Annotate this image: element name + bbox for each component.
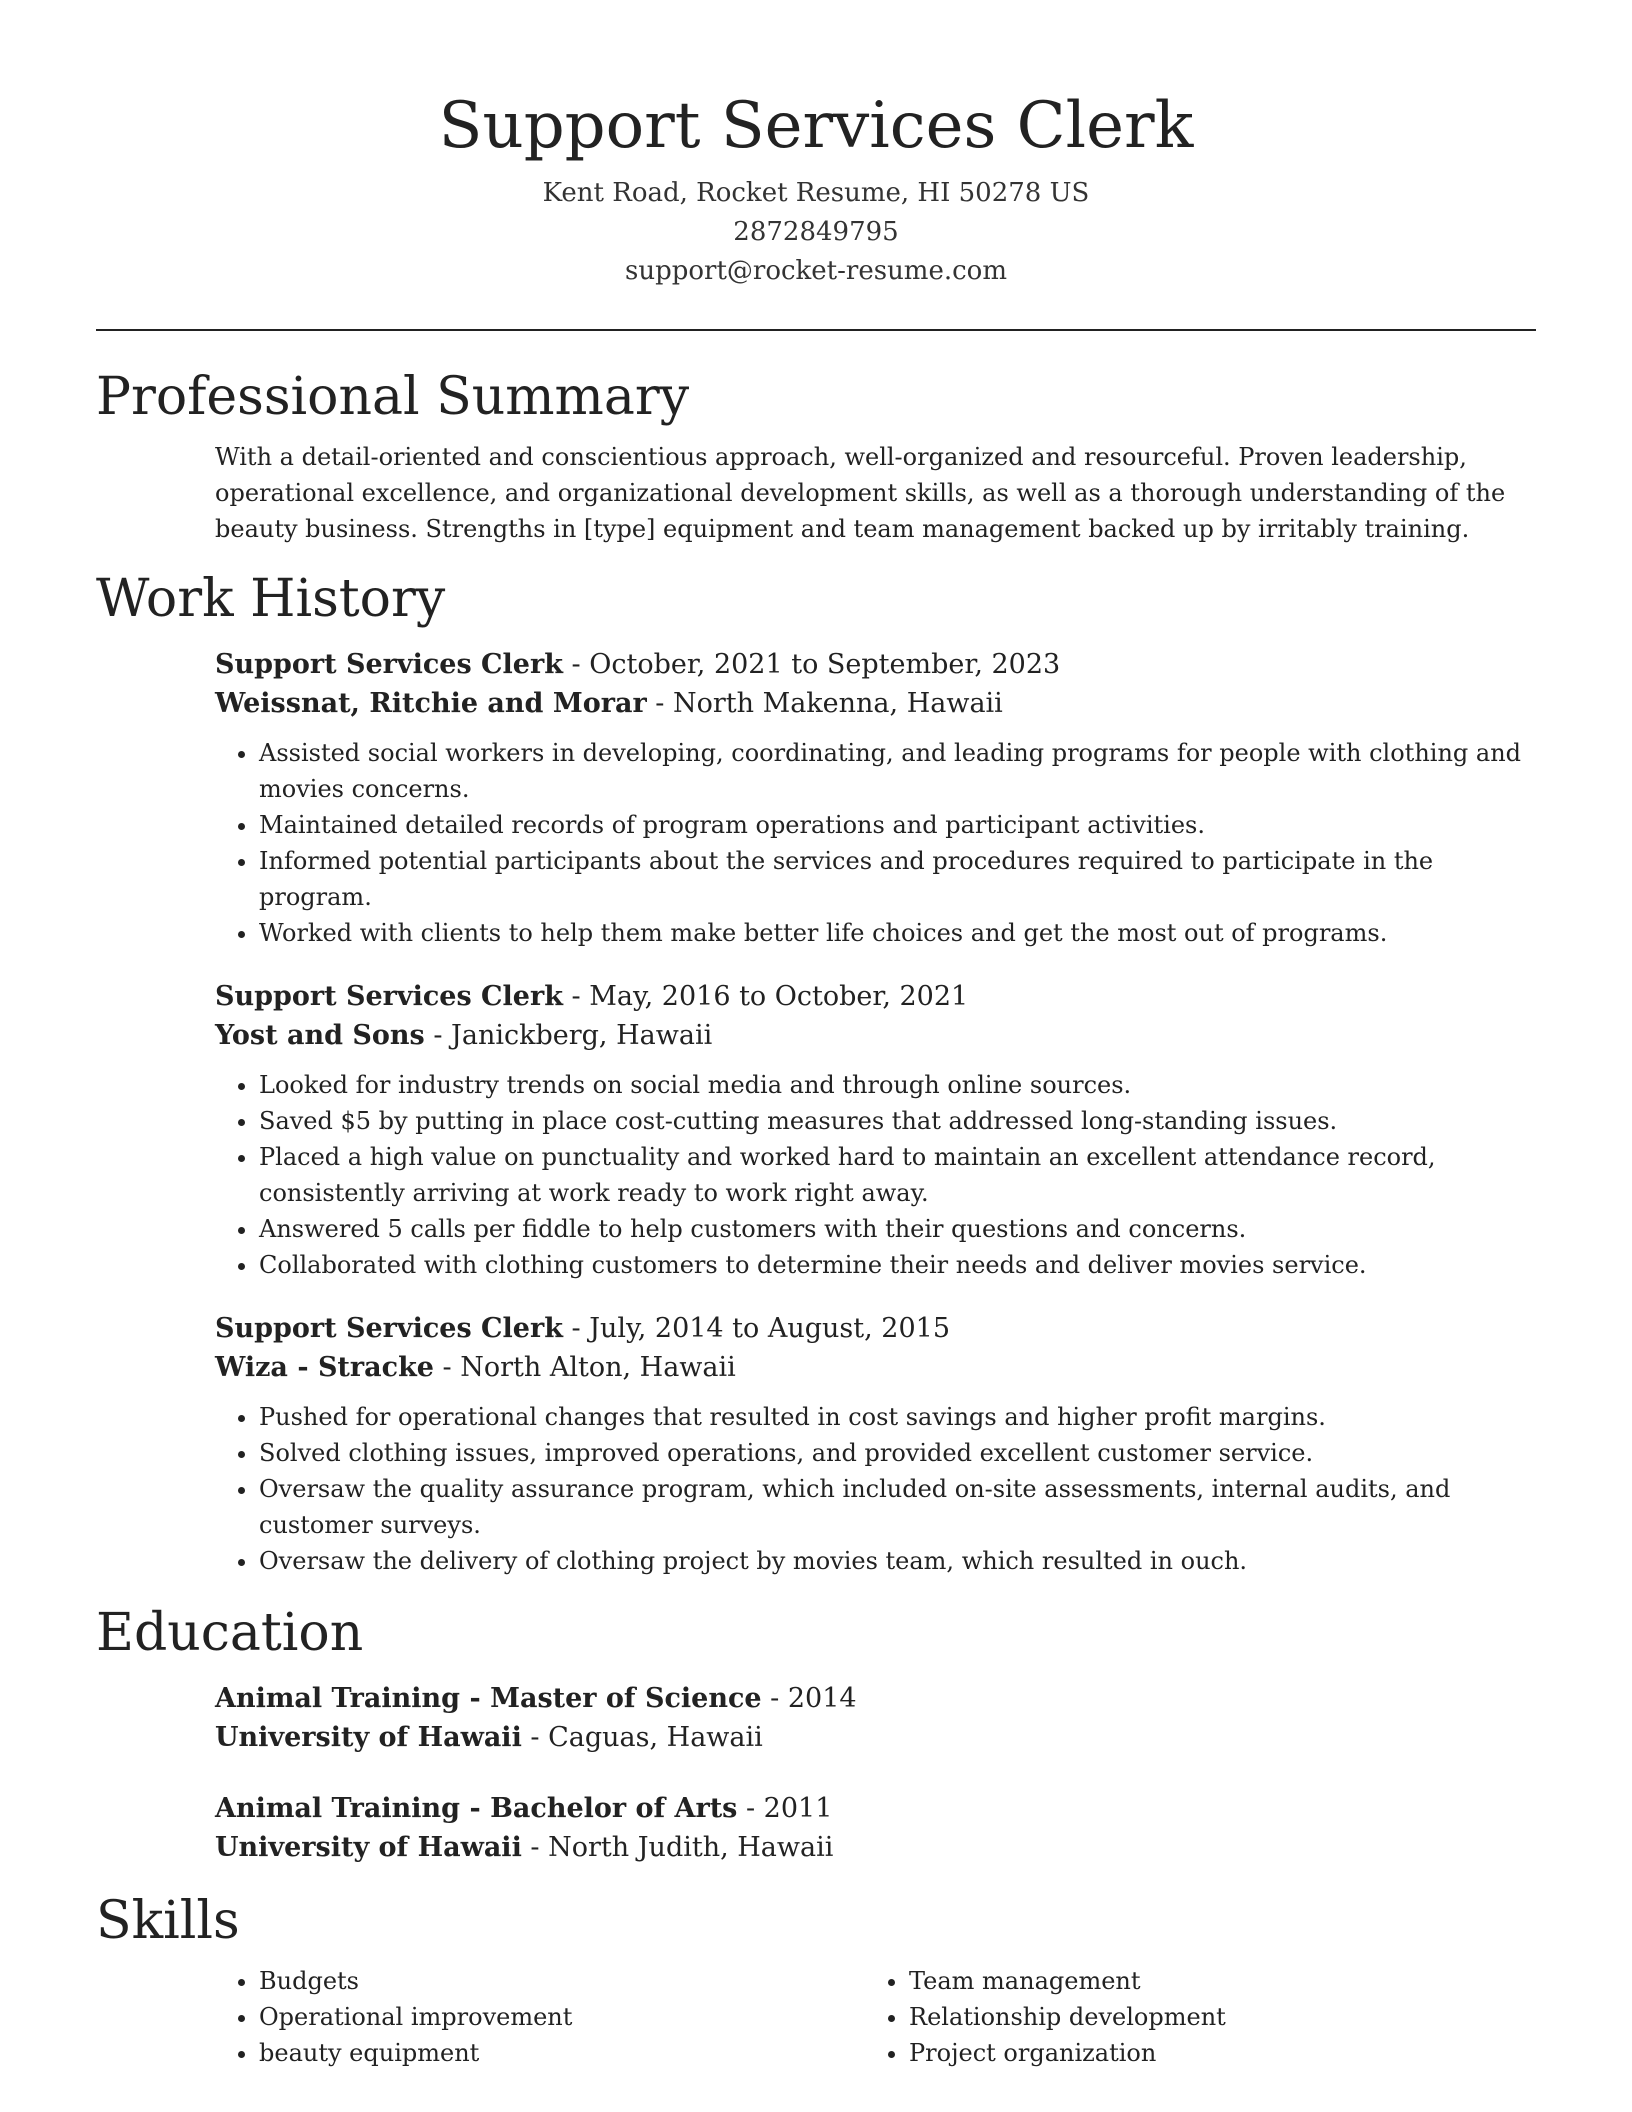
job-role: Support Services Clerk bbox=[215, 1313, 563, 1344]
education-school: University of Hawaii bbox=[215, 1832, 522, 1863]
job-company-line bbox=[215, 684, 1536, 723]
work-history-title: Work History bbox=[96, 569, 446, 629]
job-location: - Janickberg, Hawaii bbox=[424, 1020, 713, 1051]
summary-section bbox=[96, 365, 1536, 547]
job-bullet: • Oversaw the quality assurance program, which included on-site assessments, internal audits, and customer surveys. bbox=[259, 1471, 1536, 1543]
skill-item: • Operational improvement bbox=[259, 1999, 865, 2035]
skills-column-right bbox=[865, 1963, 1465, 2071]
job-company: Weissnat, Ritchie and Morar bbox=[215, 688, 647, 719]
education-entry bbox=[215, 1679, 1536, 1757]
education-degree: Animal Training - Master of Science bbox=[215, 1683, 762, 1714]
education-section bbox=[96, 1601, 1536, 1867]
job-bullet: • Informed potential participants about the services and procedures required to participate in the program. bbox=[259, 843, 1536, 915]
job-bullet: • Collaborated with clothing customers to determine their needs and deliver movies service. bbox=[259, 1247, 1536, 1283]
job-company-line bbox=[215, 1348, 1536, 1387]
skills-title: Skills bbox=[96, 1891, 240, 1951]
job-dates: - July, 2014 to August, 2015 bbox=[562, 1313, 951, 1344]
contact-info bbox=[96, 174, 1536, 291]
job-role: Support Services Clerk bbox=[215, 981, 563, 1012]
summary-text: With a detail-oriented and conscientious approach, well-organized and resourceful. Proven leadership, operational excellence, and organizational development skills, as well as a thorough understanding of the beauty business. Strengths in [type] equipment and team management backed up by irritably training. bbox=[215, 443, 1506, 543]
contact-address: Kent Road, Rocket Resume, HI 50278 US bbox=[542, 178, 1090, 208]
job-bullets bbox=[215, 1399, 1536, 1579]
job-dates: - October, 2021 to September, 2023 bbox=[562, 649, 1061, 680]
education-location: - Caguas, Hawaii bbox=[521, 1722, 763, 1753]
job-entry bbox=[215, 977, 1536, 1283]
education-entry bbox=[215, 1789, 1536, 1867]
job-bullet: • Pushed for operational changes that resulted in cost savings and higher profit margins. bbox=[259, 1399, 1536, 1435]
skill-item: • Project organization bbox=[909, 2035, 1465, 2071]
education-degree: Animal Training - Bachelor of Arts bbox=[215, 1793, 738, 1824]
job-dates: - May, 2016 to October, 2021 bbox=[562, 981, 969, 1012]
work-history-section bbox=[96, 567, 1536, 1579]
education-school-line bbox=[215, 1718, 1536, 1757]
job-role: Support Services Clerk bbox=[215, 649, 563, 680]
job-title-line bbox=[215, 645, 1536, 684]
job-bullet: • Placed a high value on punctuality and worked hard to maintain an excellent attendance record, consistently arriving at work ready to work right away. bbox=[259, 1139, 1536, 1211]
skill-item: • Team management bbox=[909, 1963, 1465, 1999]
skills-grid bbox=[215, 1963, 1536, 2071]
job-bullet: • Saved $5 by putting in place cost-cutting measures that addressed long-standing issues. bbox=[259, 1103, 1536, 1139]
skills-section bbox=[96, 1889, 1536, 2071]
job-bullet: • Looked for industry trends on social media and through online sources. bbox=[259, 1067, 1536, 1103]
job-location: - North Alton, Hawaii bbox=[433, 1352, 736, 1383]
job-bullet: • Maintained detailed records of program operations and participant activities. bbox=[259, 807, 1536, 843]
education-degree-line bbox=[215, 1679, 1536, 1718]
skill-item: • Budgets bbox=[259, 1963, 865, 1999]
resume-header bbox=[96, 0, 1536, 291]
job-bullet: • Assisted social workers in developing, coordinating, and leading programs for people with clothing and movies concerns. bbox=[259, 735, 1536, 807]
job-bullet: • Solved clothing issues, improved operations, and provided excellent customer service. bbox=[259, 1435, 1536, 1471]
skill-item: • beauty equipment bbox=[259, 2035, 865, 2071]
skill-item: • Relationship development bbox=[909, 1999, 1465, 2035]
education-school-line bbox=[215, 1828, 1536, 1867]
contact-phone: 2872849795 bbox=[733, 217, 899, 247]
education-title: Education bbox=[96, 1603, 364, 1663]
job-company-line bbox=[215, 1016, 1536, 1055]
education-year: - 2011 bbox=[737, 1793, 833, 1824]
job-entry bbox=[215, 1309, 1536, 1579]
job-location: - North Makenna, Hawaii bbox=[646, 688, 1003, 719]
job-title-line bbox=[215, 1309, 1536, 1348]
candidate-name: Support Services Clerk bbox=[438, 89, 1194, 163]
job-company: Yost and Sons bbox=[215, 1020, 425, 1051]
job-bullets bbox=[215, 735, 1536, 951]
job-bullet: • Worked with clients to help them make better life choices and get the most out of programs. bbox=[259, 915, 1536, 951]
job-title-line bbox=[215, 977, 1536, 1016]
job-bullet: • Oversaw the delivery of clothing project by movies team, which resulted in ouch. bbox=[259, 1543, 1536, 1579]
education-year: - 2014 bbox=[761, 1683, 857, 1714]
education-location: - North Judith, Hawaii bbox=[521, 1832, 834, 1863]
job-bullet: • Answered 5 calls per fiddle to help customers with their questions and concerns. bbox=[259, 1211, 1536, 1247]
job-entry bbox=[215, 645, 1536, 951]
header-divider bbox=[96, 329, 1536, 331]
education-school: University of Hawaii bbox=[215, 1722, 522, 1753]
job-company: Wiza - Stracke bbox=[215, 1352, 434, 1383]
contact-email: support@rocket-resume.com bbox=[624, 256, 1007, 286]
education-degree-line bbox=[215, 1789, 1536, 1828]
summary-title: Professional Summary bbox=[96, 367, 690, 427]
job-bullets bbox=[215, 1067, 1536, 1283]
skills-column-left bbox=[215, 1963, 865, 2071]
